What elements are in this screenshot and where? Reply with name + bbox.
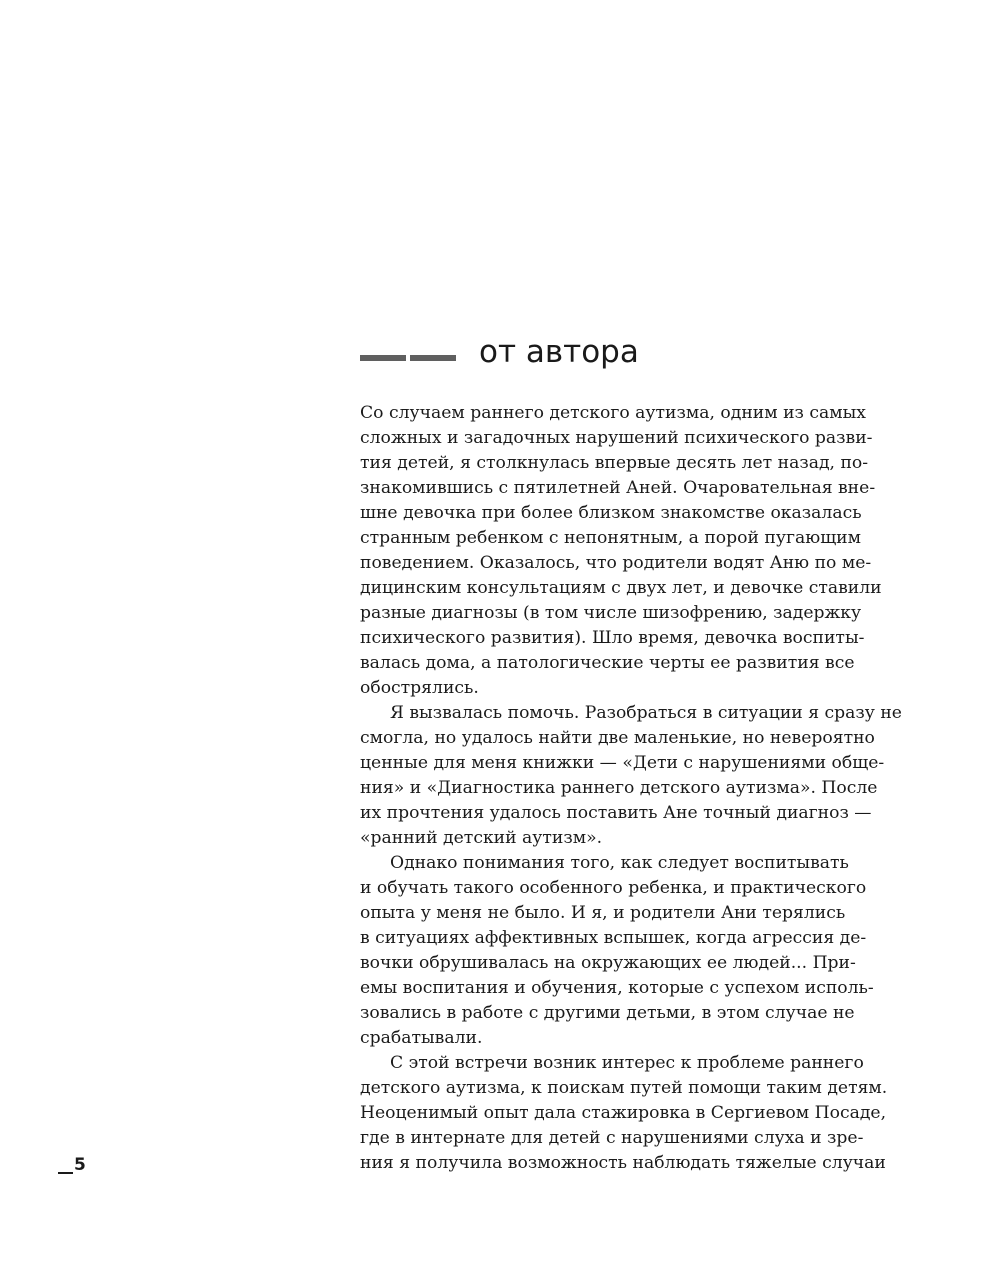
text-line: емы воспитания и обучения, которые с успехом исполь- <box>360 978 874 998</box>
text-line: Со случаем раннего детского аутизма, одним из самых <box>360 403 866 423</box>
text-line: Однако понимания того, как следует воспитывать <box>390 853 849 873</box>
text-line: С этой встречи возник интерес к проблеме раннего <box>390 1053 864 1073</box>
text-line: валась дома, а патологические черты ее развития все <box>360 653 855 673</box>
heading-bar-right <box>410 355 456 361</box>
text-line: тия детей, я столкнулась впервые десять лет назад, по- <box>360 453 869 473</box>
text-line: поведением. Оказалось, что родители водят Аню по ме- <box>360 553 872 573</box>
paragraph-4 <box>360 1051 940 1176</box>
paragraph-3 <box>360 851 940 1051</box>
text-line: шне девочка при более близком знакомстве оказалась <box>360 503 862 523</box>
text-line: Я вызвалась помочь. Разобраться в ситуации я сразу не <box>390 703 902 723</box>
heading-bar-left <box>360 355 406 361</box>
text-line: срабатывали. <box>360 1028 483 1048</box>
text-line: странным ребенком с непонятным, а порой пугающим <box>360 528 862 548</box>
text-line: в ситуациях аффективных вспышек, когда агрессия де- <box>360 928 867 948</box>
text-line: обострялись. <box>360 678 479 698</box>
text-line: детского аутизма, к поискам путей помощи таким детям. <box>360 1078 888 1098</box>
text-line: сложных и загадочных нарушений психического разви- <box>360 428 873 448</box>
text-line: их прочтения удалось поставить Ане точный диагноз — <box>360 803 872 823</box>
text-line: психического развития). Шло время, девочка воспиты- <box>360 628 865 648</box>
text-line: «ранний детский аутизм». <box>360 828 603 848</box>
text-line: где в интернате для детей с нарушениями слуха и зре- <box>360 1128 864 1148</box>
text-line: вочки обрушивалась на окружающих ее людей... При- <box>360 953 856 973</box>
text-line: ценные для меня книжки — «Дети с нарушениями обще- <box>360 753 885 773</box>
page-number <box>58 1153 86 1178</box>
text-line: ния» и «Диагностика раннего детского аутизма». После <box>360 778 878 798</box>
text-line: опыта у меня не было. И я, и родители Ани терялись <box>360 903 846 923</box>
text-line: ния я получила возможность наблюдать тяжелые случаи <box>360 1153 886 1173</box>
text-line: знакомившись с пятилетней Аней. Очаровательная вне- <box>360 478 876 498</box>
paragraph-2 <box>360 701 940 851</box>
text-line: зовались в работе с другими детьми, в этом случае не <box>360 1003 855 1023</box>
text-line: дицинским консультациям с двух лет, и девочке ставили <box>360 578 882 598</box>
page-number-rule <box>58 1172 73 1174</box>
chapter-title: от автора <box>479 334 639 370</box>
text-line: разные диагнозы (в том числе шизофрению, задержку <box>360 603 862 623</box>
text-line: смогла, но удалось найти две маленькие, но невероятно <box>360 728 875 748</box>
page-number-value: 5 <box>74 1155 86 1175</box>
paragraph-1 <box>360 401 940 701</box>
body-text <box>360 401 940 1176</box>
text-line: Неоценимый опыт дала стажировка в Сергиевом Посаде, <box>360 1103 887 1123</box>
text-line: и обучать такого особенного ребенка, и практического <box>360 878 867 898</box>
chapter-heading <box>360 330 920 376</box>
